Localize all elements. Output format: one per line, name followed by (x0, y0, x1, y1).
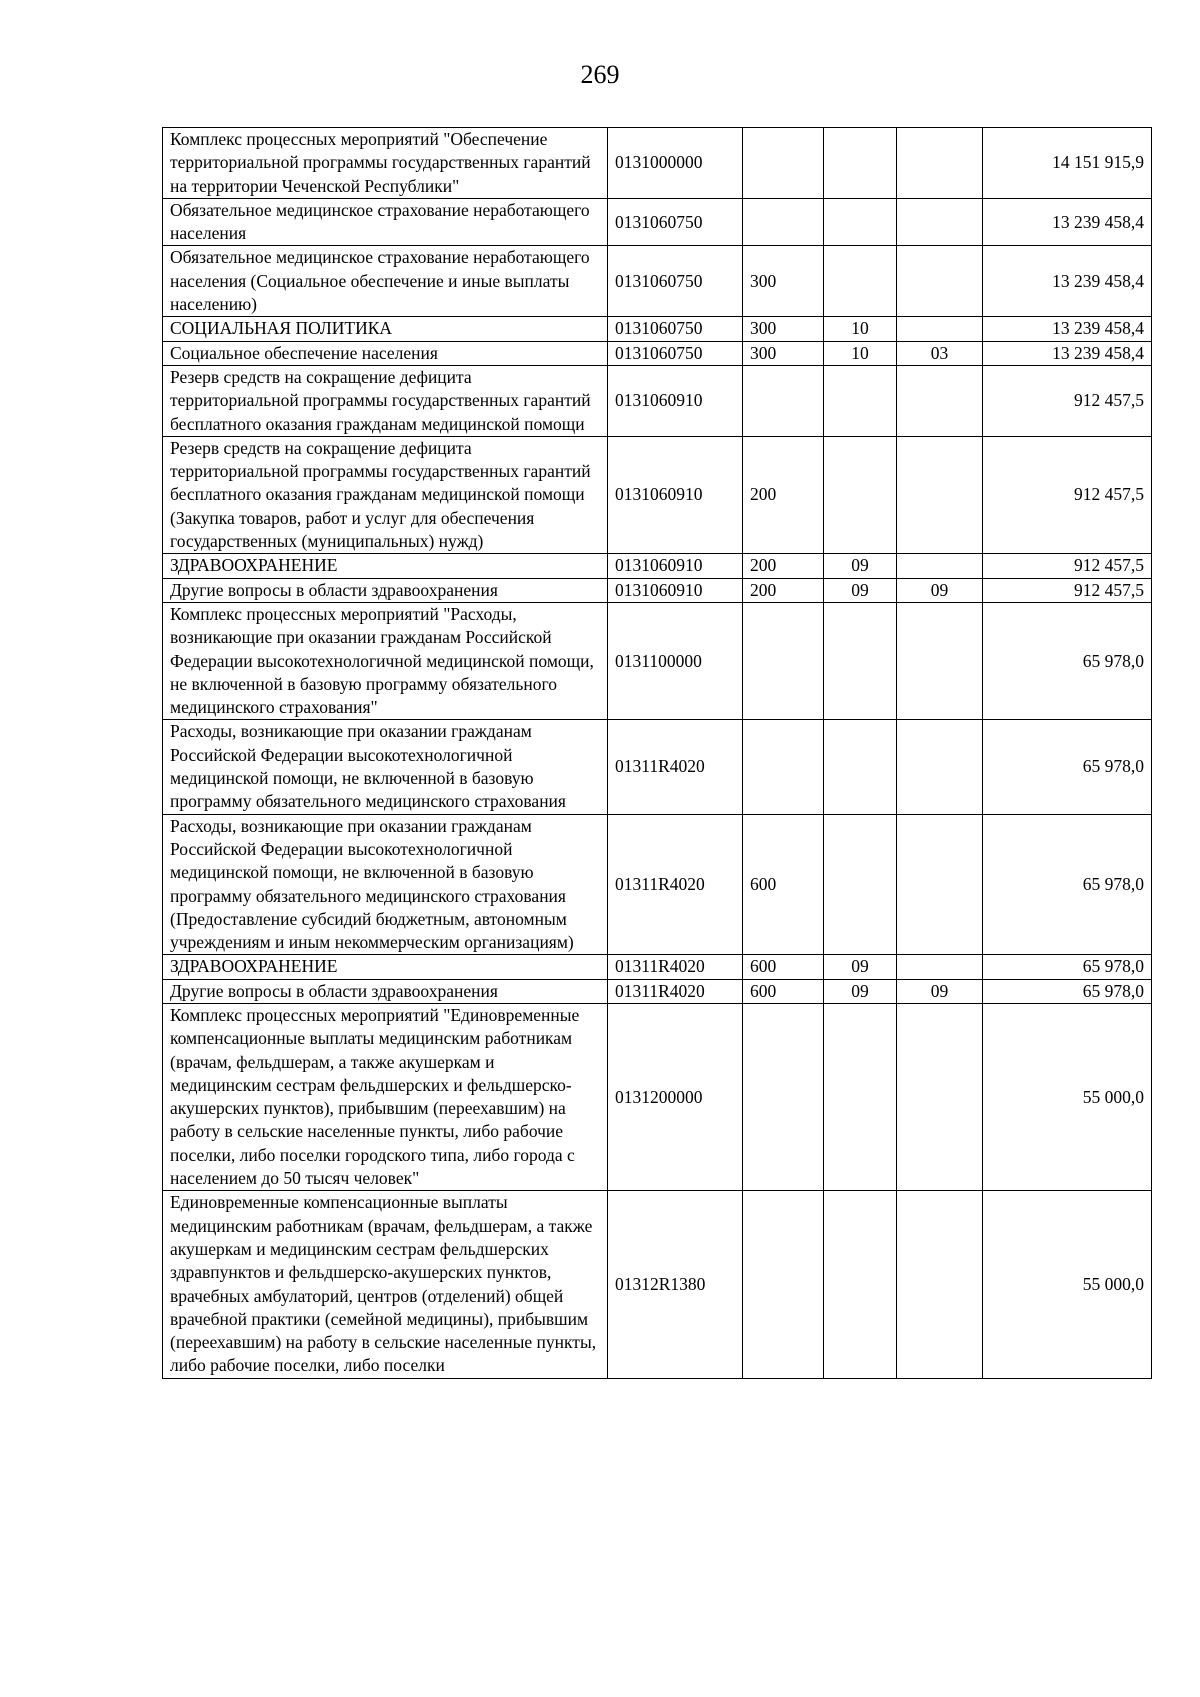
subsection-cell: 03 (897, 341, 983, 365)
item-name-cell: Расходы, возникающие при оказании гражданам Российской Федерации высокотехнологичной медицинской помощи, не включенной в базовую программу обязательного медицинского страхования (Предоставление субсидий бюджетным, автономным учреждениям и иным некоммерческим организациям) (163, 814, 608, 955)
section-cell (824, 198, 897, 246)
section-cell (824, 814, 897, 955)
item-name-cell: Социальное обеспечение населения (163, 341, 608, 365)
amount-cell: 13 239 458,4 (983, 246, 1152, 317)
table-row (163, 246, 1152, 317)
subsection-cell (897, 198, 983, 246)
item-name-cell: Другие вопросы в области здравоохранения (163, 578, 608, 602)
section-cell: 09 (824, 979, 897, 1003)
target-code-cell: 0131060750 (608, 198, 743, 246)
expense-type-cell: 300 (743, 341, 824, 365)
subsection-cell (897, 602, 983, 719)
subsection-cell (897, 720, 983, 814)
item-name-cell: Обязательное медицинское страхование неработающего населения (Социальное обеспечение и иные выплаты населению) (163, 246, 608, 317)
target-code-cell: 0131200000 (608, 1003, 743, 1190)
target-code-cell: 0131060750 (608, 246, 743, 317)
section-cell (824, 365, 897, 436)
section-cell (824, 602, 897, 719)
amount-cell: 13 239 458,4 (983, 317, 1152, 341)
table-row (163, 1003, 1152, 1190)
section-cell (824, 128, 897, 199)
target-code-cell: 0131060750 (608, 341, 743, 365)
subsection-cell (897, 1003, 983, 1190)
target-code-cell: 01312R1380 (608, 1191, 743, 1378)
section-cell: 09 (824, 578, 897, 602)
amount-cell: 65 978,0 (983, 602, 1152, 719)
item-name-cell: Резерв средств на сокращение дефицита территориальной программы государственных гарантий бесплатного оказания гражданам медицинской помощи (Закупка товаров, работ и услуг для обеспечения государственных (муниципальных) нужд) (163, 436, 608, 553)
table-row (163, 365, 1152, 436)
expense-type-cell: 300 (743, 317, 824, 341)
section-cell (824, 1003, 897, 1190)
item-name-cell: ЗДРАВООХРАНЕНИЕ (163, 554, 608, 578)
subsection-cell (897, 554, 983, 578)
page-number: 269 (580, 60, 620, 89)
subsection-cell (897, 1191, 983, 1378)
amount-cell: 13 239 458,4 (983, 198, 1152, 246)
expense-type-cell (743, 128, 824, 199)
table-row (163, 979, 1152, 1003)
section-cell (824, 720, 897, 814)
table-row (163, 814, 1152, 955)
item-name-cell: Комплекс процессных мероприятий "Единовременные компенсационные выплаты медицинским работникам (врачам, фельдшерам, а также акушеркам и медицинским сестрам фельдшерских и фельдшерско-акушерских пунктов), прибывшим (переехавшим) на работу в сельские населенные пункты, либо рабочие поселки, либо поселки городского типа, либо города с населением до 50 тысяч человек" (163, 1003, 608, 1190)
table-row (163, 198, 1152, 246)
amount-cell: 65 978,0 (983, 814, 1152, 955)
expense-type-cell: 200 (743, 578, 824, 602)
subsection-cell (897, 317, 983, 341)
section-cell (824, 436, 897, 553)
amount-cell: 55 000,0 (983, 1191, 1152, 1378)
target-code-cell: 01311R4020 (608, 720, 743, 814)
amount-cell: 65 978,0 (983, 720, 1152, 814)
item-name-cell: СОЦИАЛЬНАЯ ПОЛИТИКА (163, 317, 608, 341)
table-body (163, 128, 1152, 1379)
expense-type-cell: 600 (743, 814, 824, 955)
amount-cell: 55 000,0 (983, 1003, 1152, 1190)
item-name-cell: Другие вопросы в области здравоохранения (163, 979, 608, 1003)
amount-cell: 912 457,5 (983, 365, 1152, 436)
expense-type-cell: 600 (743, 955, 824, 979)
expense-type-cell (743, 198, 824, 246)
table-row (163, 720, 1152, 814)
target-code-cell: 0131060750 (608, 317, 743, 341)
subsection-cell (897, 365, 983, 436)
amount-cell: 912 457,5 (983, 436, 1152, 553)
item-name-cell: Комплекс процессных мероприятий "Расходы, возникающие при оказании гражданам Российской Федерации высокотехнологичной медицинской помощи, не включенной в базовую программу обязательного медицинского страхования" (163, 602, 608, 719)
subsection-cell (897, 128, 983, 199)
section-cell (824, 246, 897, 317)
amount-cell: 14 151 915,9 (983, 128, 1152, 199)
item-name-cell: Комплекс процессных мероприятий "Обеспечение территориальной программы государственных гарантий на территории Чеченской Республики" (163, 128, 608, 199)
target-code-cell: 0131100000 (608, 602, 743, 719)
table-row (163, 341, 1152, 365)
table-row (163, 436, 1152, 553)
item-name-cell: Обязательное медицинское страхование неработающего населения (163, 198, 608, 246)
table-row (163, 955, 1152, 979)
target-code-cell: 0131000000 (608, 128, 743, 199)
section-cell: 10 (824, 341, 897, 365)
subsection-cell (897, 246, 983, 317)
subsection-cell (897, 955, 983, 979)
amount-cell: 65 978,0 (983, 955, 1152, 979)
target-code-cell: 0131060910 (608, 365, 743, 436)
subsection-cell (897, 814, 983, 955)
target-code-cell: 01311R4020 (608, 979, 743, 1003)
section-cell: 09 (824, 554, 897, 578)
subsection-cell: 09 (897, 979, 983, 1003)
budget-table (162, 127, 1152, 1379)
table-row (163, 602, 1152, 719)
item-name-cell: Расходы, возникающие при оказании гражданам Российской Федерации высокотехнологичной медицинской помощи, не включенной в базовую программу обязательного медицинского страхования (163, 720, 608, 814)
section-cell: 09 (824, 955, 897, 979)
expense-type-cell (743, 365, 824, 436)
target-code-cell: 0131060910 (608, 436, 743, 553)
item-name-cell: Единовременные компенсационные выплаты медицинским работникам (врачам, фельдшерам, а также акушеркам и медицинским сестрам фельдшерских здравпунктов и фельдшерско-акушерских пунктов, врачебных амбулаторий, центров (отделений) общей врачебной практики (семейной медицины), прибывшим (переехавшим) на работу в сельские населенные пункты, либо рабочие поселки, либо поселки (163, 1191, 608, 1378)
subsection-cell (897, 436, 983, 553)
amount-cell: 65 978,0 (983, 979, 1152, 1003)
expense-type-cell: 600 (743, 979, 824, 1003)
table-row (163, 578, 1152, 602)
expense-type-cell: 200 (743, 436, 824, 553)
expense-type-cell (743, 1003, 824, 1190)
target-code-cell: 01311R4020 (608, 955, 743, 979)
expense-type-cell (743, 602, 824, 719)
table-row (163, 1191, 1152, 1378)
expense-type-cell (743, 1191, 824, 1378)
amount-cell: 912 457,5 (983, 554, 1152, 578)
table-row (163, 128, 1152, 199)
expense-type-cell (743, 720, 824, 814)
expense-type-cell: 300 (743, 246, 824, 317)
table-row (163, 317, 1152, 341)
section-cell (824, 1191, 897, 1378)
target-code-cell: 0131060910 (608, 578, 743, 602)
item-name-cell: Резерв средств на сокращение дефицита территориальной программы государственных гарантий бесплатного оказания гражданам медицинской помощи (163, 365, 608, 436)
target-code-cell: 01311R4020 (608, 814, 743, 955)
subsection-cell: 09 (897, 578, 983, 602)
expense-type-cell: 200 (743, 554, 824, 578)
section-cell: 10 (824, 317, 897, 341)
item-name-cell: ЗДРАВООХРАНЕНИЕ (163, 955, 608, 979)
table-row (163, 554, 1152, 578)
amount-cell: 13 239 458,4 (983, 341, 1152, 365)
amount-cell: 912 457,5 (983, 578, 1152, 602)
target-code-cell: 0131060910 (608, 554, 743, 578)
